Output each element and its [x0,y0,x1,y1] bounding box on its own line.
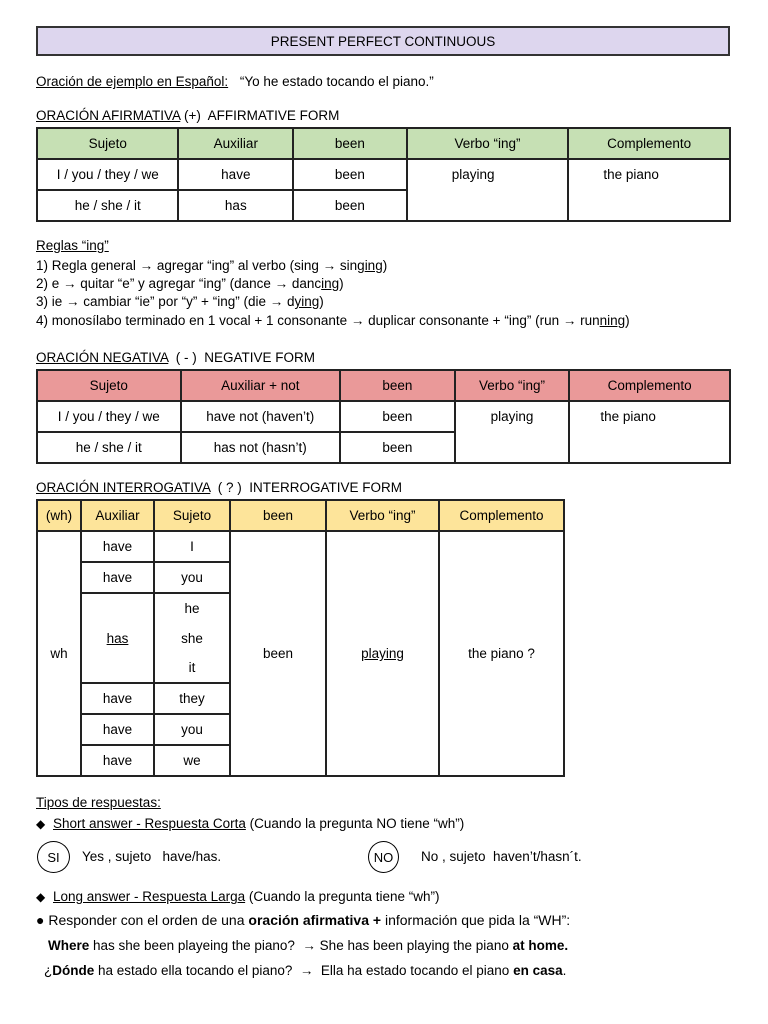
subject-cell: you [154,562,230,593]
table-cell: been [340,401,455,432]
affirmative-heading [36,108,339,123]
header-cell: Complemento [568,128,730,159]
interrogative-heading [36,480,402,495]
table-cell: I / you / they / we [37,159,178,190]
table-cell: has not (hasn’t) [181,432,341,463]
header-cell: been [230,500,326,531]
table-cell: been [293,190,407,221]
rule-bold: oración afirmativa + [248,912,382,928]
rule-underlined: ing [321,276,340,291]
example-english [48,938,568,953]
table-header-row [37,500,564,531]
rule-item [36,294,324,309]
negative-heading-rest: ( - ) NEGATIVE FORM [168,350,316,365]
rule-end: ) [339,276,344,291]
table-cell: been [340,432,455,463]
rule-number: 1) [36,258,49,273]
verb-cell: playing [407,159,569,221]
rule-text: monosílabo terminado en 1 vocal + 1 consonante → duplicar consonante + “ing” (run → run [51,313,600,328]
example-at-home: at home. [512,938,569,953]
complement-cell: the piano ? [439,531,564,776]
table-cell: he / she / it [37,190,178,221]
negative-table [36,369,731,464]
example-english-text: has she been playeing the piano? → She has been playing the piano [89,938,513,953]
table-cell: he / she / it [37,432,181,463]
rule-item [36,313,630,328]
example-spanish-text: ha estado ella tocando el piano? → Ella ha estado tocando el piano [94,963,514,978]
si-text: Yes , sujeto have/has. [82,849,222,864]
rule-pre: Responder con el orden de una [48,912,249,928]
rule-number: 2) [36,276,49,291]
no-circle [368,841,399,873]
header-cell: been [293,128,407,159]
negative-heading [36,350,315,365]
no-label: NO [373,849,394,865]
aux-cell: have [81,683,154,714]
header-cell: Sujeto [37,370,181,401]
rule-end: ) [625,313,630,328]
short-answer-title: Short answer - Respuesta Corta [53,816,246,831]
verb-cell [326,531,439,776]
diamond-bullet-icon: ◆ [36,817,46,831]
complement-cell: the piano [569,401,730,463]
aux-cell: have [81,562,154,593]
wh-cell: wh [37,531,81,776]
rule-end: ) [319,294,324,309]
rule-post: información que pida la “WH”: [381,912,571,928]
aux-text: has [106,630,129,646]
header-cell: Sujeto [37,128,178,159]
table-row [37,159,730,190]
header-cell: Auxiliar + not [181,370,341,401]
long-answer-title: Long answer - Respuesta Larga [53,889,246,904]
been-cell: been [230,531,326,776]
table-header-row [37,128,730,159]
subject-cell: we [154,745,230,776]
aux-cell: have [81,714,154,745]
table-cell: been [293,159,407,190]
page-title-text: PRESENT PERFECT CONTINUOUS [270,33,496,49]
rule-item [36,276,344,291]
example-where: Where [48,938,90,953]
diamond-bullet-icon: ◆ [36,890,46,904]
rule-text: Regla general → agregar “ing” al verbo (sing → sing [51,258,365,273]
long-answer-rule [36,912,570,928]
aux-cell: have [81,745,154,776]
example-en-casa: en casa [513,963,563,978]
subject-cell: it [154,653,230,683]
rule-underlined: ing [364,258,383,273]
table-cell: have [178,159,293,190]
table-row [37,531,564,562]
example-label: Oración de ejemplo en Español: [36,74,229,89]
table-cell: has [178,190,293,221]
aux-cell [81,593,154,683]
interrogative-heading-rest: ( ? ) INTERROGATIVE FORM [210,480,403,495]
affirmative-heading-main: ORACIÓN AFIRMATIVA [36,108,181,123]
subject-cell: I [154,531,230,562]
subject-cell: they [154,683,230,714]
example-sentence: “Yo he estado tocando el piano.” [239,74,434,89]
example-line [36,74,434,89]
example-spanish-open: ¿ [44,963,53,978]
rule-text: e → quitar “e” y agregar “ing” (dance → danc [51,276,322,291]
si-label: SI [47,849,60,865]
verb-text: playing [361,646,404,661]
affirmative-table [36,127,731,222]
rule-underlined: ying [294,294,320,309]
rule-underlined: ning [599,313,626,328]
subject-cell: he [154,593,230,623]
table-header-row [37,370,730,401]
subject-cell: she [154,623,230,653]
short-answer-note: (Cuando la pregunta NO tiene “wh”) [245,816,465,831]
table-cell: I / you / they / we [37,401,181,432]
short-answer-line [36,816,464,831]
example-donde: Dónde [52,963,95,978]
header-cell: Sujeto [154,500,230,531]
rule-item [36,258,387,273]
header-cell: Auxiliar [178,128,293,159]
header-cell: Verbo “ing” [326,500,439,531]
header-cell: Complemento [569,370,730,401]
complement-cell: the piano [568,159,730,221]
subject-cell: you [154,714,230,745]
long-answer-line [36,889,439,904]
table-cell: have not (haven’t) [181,401,341,432]
table-row [37,401,730,432]
dot-bullet-icon: ● [36,912,45,928]
header-cell: Verbo “ing” [407,128,569,159]
interrogative-table [36,499,565,777]
rules-heading: Reglas “ing” [36,238,109,253]
answers-heading: Tipos de respuestas: [36,795,161,810]
rule-number: 4) [36,313,49,328]
header-cell: been [340,370,455,401]
verb-cell: playing [455,401,570,463]
si-circle [37,841,70,873]
rule-end: ) [382,258,388,273]
long-answer-note: (Cuando la pregunta tiene “wh”) [245,889,440,904]
no-text: No , sujeto haven’t/hasn´t. [421,849,582,864]
header-cell: Verbo “ing” [455,370,570,401]
example-spanish [44,963,566,978]
affirmative-heading-rest: (+) AFFIRMATIVE FORM [180,108,340,123]
rule-number: 3) [36,294,49,309]
negative-heading-main: ORACIÓN NEGATIVA [36,350,169,365]
interrogative-heading-main: ORACIÓN INTERROGATIVA [36,480,211,495]
example-spanish-end: . [562,963,567,978]
header-cell: (wh) [37,500,81,531]
rule-text: ie → cambiar “ie” por “y” + “ing” (die → d [51,294,295,309]
page-title [36,26,730,56]
aux-cell: have [81,531,154,562]
header-cell: Auxiliar [81,500,154,531]
header-cell: Complemento [439,500,564,531]
